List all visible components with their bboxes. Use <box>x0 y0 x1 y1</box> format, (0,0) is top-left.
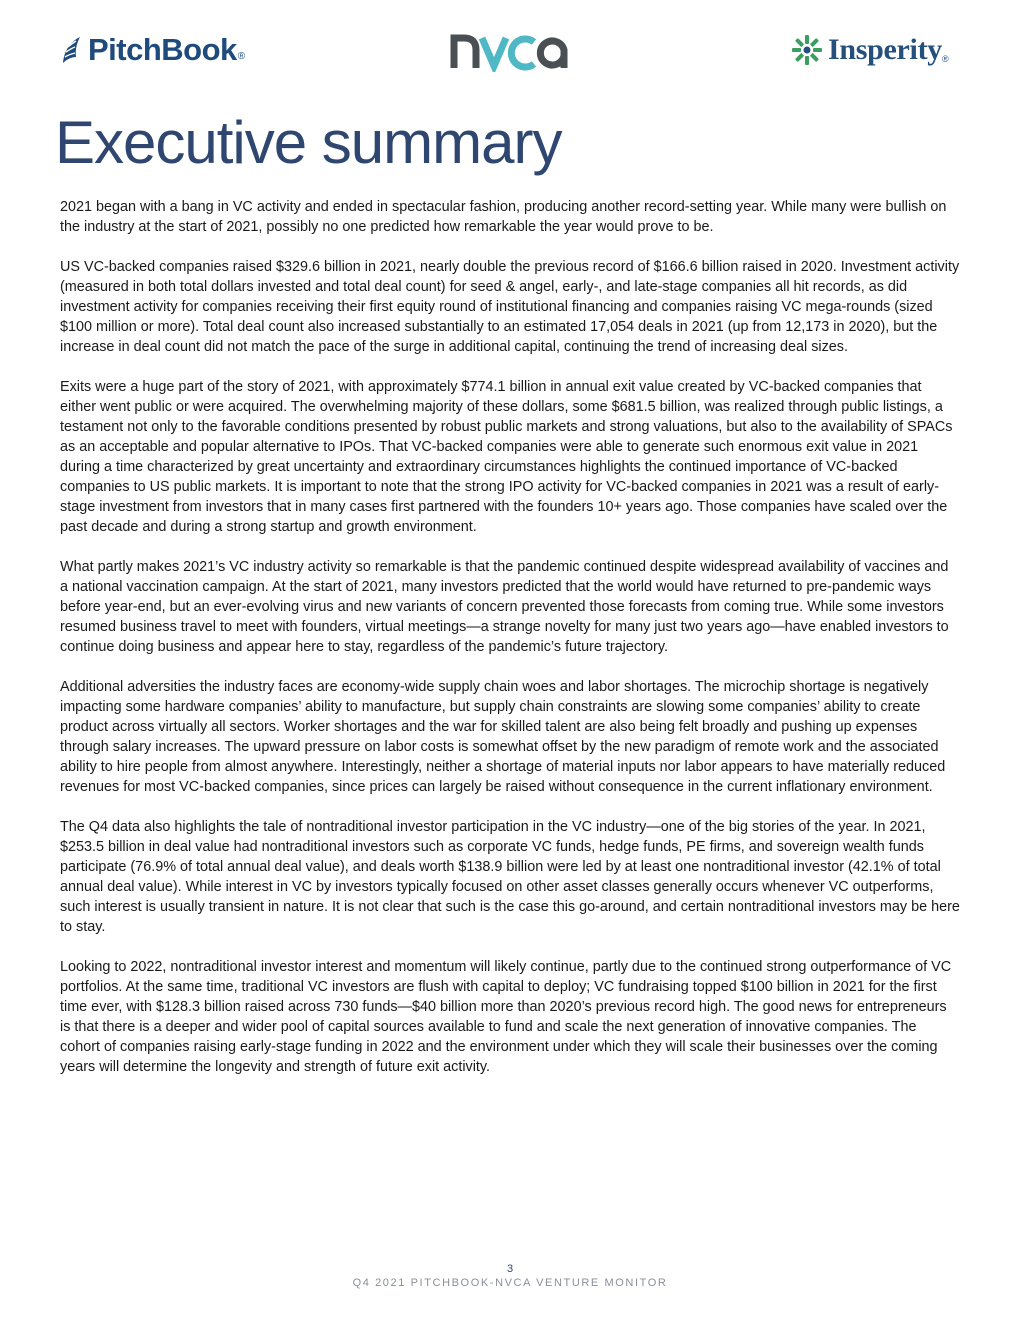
paragraph: 2021 began with a bang in VC activity and ended in spectacular fashion, producing another record-setting year. While many were bullish on the industry at the start of 2021, possibly no one predicted how remarkable the year would prove to be. <box>60 199 947 235</box>
nvca-wordmark <box>450 30 570 72</box>
insperity-logo-text: Insperity <box>828 33 942 66</box>
page-footer <box>0 1262 1020 1290</box>
paragraph: Exits were a huge part of the story of 2021, with approximately $774.1 billion in annual exit value created by VC-backed companies that either went public or were acquired. The overwhelming majority of these dollars, some $681.5 billion, was realized through public listings, a testament not only to the favorable conditions presented by robust public markets and strong valuations, but also to the availability of SPACs as an acceptable and popular alternative to IPOs. That VC-backed companies were able to generate such enormous exit value in 2021 during a time characterized by great uncertainty and extraordinary circumstances highlights the continued importance of VC-backed companies to US public markets. It is important to note that the strong IPO activity for VC-backed companies in 2021 was a result of early-stage investment from investors that in many cases first partnered with the founders 10+ years ago. Those companies have scaled over the past decade and during a strong startup and growth environment. <box>60 379 953 535</box>
insperity-registered-mark: ® <box>941 54 949 64</box>
page-title: Executive summary <box>55 109 562 176</box>
pitchbook-logo <box>60 32 245 68</box>
paragraph: Looking to 2022, nontraditional investor interest and momentum will likely continue, partly due to the continued strong outperformance of VC portfolios. At the same time, traditional VC investors are flush with capital to deploy; VC fundraising topped $100 billion in 2021 for the first time ever, with $128.3 billion raised across 730 funds—$40 billion more than 2020’s previous record high. The good news for entrepreneurs is that there is a deeper and wider pool of capital sources available to fund and scale the next generation of innovative companies. The cohort of companies raising early-stage funding in 2022 and the environment under which they will scale their businesses over the coming years will determine the longevity and strength of future exit activity. <box>60 959 952 1075</box>
page-number: 3 <box>506 1263 514 1275</box>
paragraph: The Q4 data also highlights the tale of nontraditional investor participation in the VC industry—one of the big stories of the year. In 2021, $253.5 billion in deal value had nontraditional investors such as corporate VC funds, hedge funds, PE firms, and sovereign wealth funds participate (76.9% of total annual deal value), and deals worth $138.9 billion were led by at least one nontraditional investor (42.1% of total annual deal value). While interest in VC by investors typically focused on other asset classes generally occurs whenever VC outperforms, such interest is usually transient in nature. It is not clear that such is the case this go-around, and certain nontraditional investors may be here to stay. <box>60 819 960 935</box>
summary-body <box>60 197 960 1097</box>
pitchbook-registered-mark: ® <box>237 51 246 62</box>
page-header <box>0 0 1020 90</box>
pitchbook-logo-text: PitchBook <box>88 32 237 67</box>
insperity-logo <box>790 30 949 70</box>
paragraph: Additional adversities the industry faces are economy-wide supply chain woes and labor shortages. The microchip shortage is negatively impacting some hardware companies’ ability to manufacture, but supply chain constraints are slowing some companies’ ability to create product across virtually all sectors. Worker shortages and the war for skilled talent are also being felt broadly and pushing up expenses through salary increases. The upward pressure on labor costs is somewhat offset by the new paradigm of remote work and the associated ability to hire people from almost anywhere. Interestingly, neither a shortage of material inputs nor labor appears to have materially reduced revenues for most VC-backed companies, since prices can largely be raised without consequence in the current inflationary environment. <box>60 679 946 795</box>
pitchbook-sail-icon <box>60 35 84 65</box>
paragraph: What partly makes 2021’s VC industry activity so remarkable is that the pandemic continued despite widespread availability of vaccines and a national vaccination campaign. At the start of 2021, many investors predicted that the world would have returned to pre-pandemic ways before year-end, but an ever-evolving virus and new variants of concern prevented those forecasts from coming true. While some investors resumed business travel to meet with founders, virtual meetings—a strange novelty for many just two years ago—have enabled investors to continue doing business and appear here to stay, regardless of the pandemic’s future trajectory. <box>60 559 949 655</box>
paragraph: US VC-backed companies raised $329.6 billion in 2021, nearly double the previous record of $166.6 billion raised in 2020. Investment activity (measured in both total dollars invested and total deal count) for seed & angel, early-, and late-stage companies all hit records, as did investment activity for companies receiving their first equity round of institutional financing and companies raising VC mega-rounds (sized $100 million or more). Total deal count also increased substantially to an estimated 17,054 deals in 2021 (up from 12,173 in 2020), but the increase in deal count did not match the pace of the surge in additional capital, continuing the trend of increasing deal sizes. <box>60 259 960 355</box>
report-title-footer: Q4 2021 PITCHBOOK-NVCA VENTURE MONITOR <box>352 1277 668 1289</box>
nvca-logo <box>450 30 570 72</box>
insperity-star-icon <box>790 33 824 67</box>
